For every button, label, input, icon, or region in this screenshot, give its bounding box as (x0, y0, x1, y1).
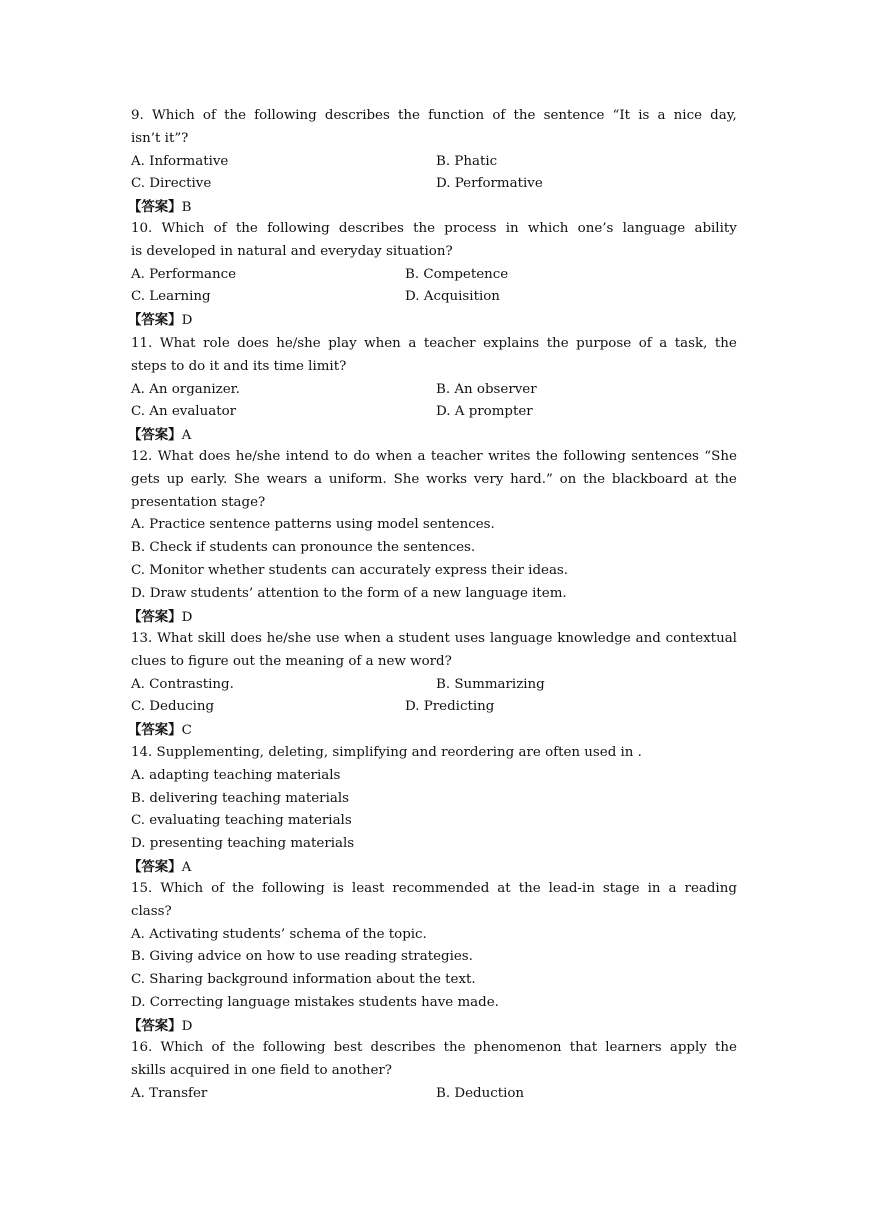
question-text-line (131, 1037, 737, 1060)
option-row (131, 810, 737, 833)
word: of (202, 108, 216, 123)
word: the (714, 471, 737, 487)
word: uniform. (328, 471, 387, 487)
word: the (583, 471, 606, 487)
word: recommended (392, 881, 490, 896)
word: “It (612, 108, 631, 123)
word: intend (285, 449, 330, 464)
answer-line (128, 309, 737, 332)
question-text-line: is developed in natural and everyday situation? (131, 243, 453, 259)
word: best (333, 1040, 363, 1055)
option-b: B. Giving advice on how to use reading strategies. (131, 949, 473, 965)
word: of (211, 881, 225, 896)
option-row (131, 560, 737, 583)
word: he/she (266, 631, 312, 646)
question-text-line (131, 446, 737, 469)
option-a: A. Transfer (131, 1085, 208, 1101)
word: Which (160, 881, 204, 896)
option-a: A. Contrasting. (131, 676, 234, 692)
answer-line (128, 856, 737, 879)
word: nice (673, 108, 703, 123)
word: writes (488, 449, 531, 464)
word: early. (190, 471, 228, 487)
word: the (398, 108, 420, 123)
option-row (131, 992, 737, 1015)
answer-value: D (181, 1018, 193, 1034)
word: when (344, 631, 381, 646)
option-b: B. Phatic (436, 153, 498, 169)
word: which (527, 221, 569, 236)
word: following (563, 449, 626, 464)
word: following (262, 881, 325, 896)
word: one’s (577, 221, 614, 236)
word: that (569, 1040, 598, 1055)
word: apply (669, 1040, 707, 1055)
word: to (334, 449, 348, 464)
word: following (262, 1040, 326, 1055)
option-c: C. Deducing (131, 699, 215, 715)
word: and (635, 631, 661, 646)
answer-line (128, 196, 737, 219)
option-c: C. Directive (131, 176, 212, 192)
answer-label: 【答案】 (128, 722, 182, 739)
word: of (638, 336, 652, 351)
word: hard.” (510, 471, 553, 487)
word: does (198, 449, 231, 464)
option-row (131, 286, 737, 309)
word: She (234, 471, 260, 487)
word: Which (161, 221, 205, 236)
word: he/she (235, 449, 281, 464)
word: a (659, 336, 668, 351)
answer-label: 【答案】 (128, 858, 182, 875)
word: skill (197, 631, 226, 646)
option-row (131, 379, 737, 402)
word: the (413, 221, 436, 236)
option-row (131, 765, 737, 788)
option-row (131, 151, 737, 174)
word: knowledge (557, 631, 631, 646)
option-d: D. Performative (436, 176, 543, 192)
word: 9. (131, 108, 144, 123)
option-d: D. Draw students’ attention to the form of a new language item. (131, 585, 567, 601)
question-10 (128, 218, 737, 332)
option-c: C. Sharing background information about the text. (131, 972, 476, 988)
answer-label: 【答案】 (128, 1017, 182, 1034)
option-row (131, 264, 737, 287)
word: teacher (430, 449, 483, 464)
option-d: D. presenting teaching materials (131, 836, 355, 852)
word: the (232, 1040, 255, 1055)
question-text-line: skills acquired in one field to another? (131, 1062, 392, 1078)
option-row (131, 696, 737, 719)
word: least (351, 881, 385, 896)
option-row (131, 537, 737, 560)
word: stage (602, 881, 640, 896)
word: he/she (276, 336, 321, 351)
word: is (332, 881, 344, 896)
option-c: C. Monitor whether students can accurately express their ideas. (131, 562, 569, 578)
answer-label: 【答案】 (128, 312, 182, 329)
word: What (157, 449, 194, 464)
word: phenomenon (473, 1040, 562, 1055)
option-row (131, 514, 737, 537)
word: 16. (131, 1040, 153, 1055)
word: 12. (131, 449, 153, 464)
option-row (131, 401, 737, 424)
question-13 (128, 628, 737, 742)
word: explains (483, 336, 540, 351)
word: do (353, 449, 371, 464)
word: does (237, 336, 269, 351)
word: Which (160, 1040, 204, 1055)
answer-label: 【答案】 (128, 199, 182, 216)
option-b: B. An observer (436, 381, 537, 397)
word: language (489, 631, 553, 646)
option-row (131, 173, 737, 196)
word: the (513, 108, 536, 123)
answer-value: D (181, 609, 193, 625)
word: following (254, 108, 317, 123)
word: function (428, 108, 485, 123)
word: wears (266, 471, 308, 487)
word: the (535, 449, 558, 464)
answer-label: 【答案】 (128, 427, 182, 444)
word: of (213, 221, 227, 236)
answer-value: B (181, 200, 192, 216)
word: Which (151, 108, 195, 123)
word: What (159, 336, 196, 351)
word: 15. (131, 881, 153, 896)
option-a: A. Performance (131, 266, 237, 282)
option-row (131, 969, 737, 992)
word: play (328, 336, 357, 351)
word: following (267, 221, 330, 236)
option-row (131, 924, 737, 947)
word: 10. (131, 221, 153, 236)
question-16 (131, 1037, 737, 1105)
word: a (668, 881, 677, 896)
word: a (657, 108, 666, 123)
option-d: D. A prompter (436, 404, 533, 420)
word: on (559, 471, 577, 487)
word: task, (674, 336, 708, 351)
word: the (235, 221, 258, 236)
word: very (473, 471, 504, 487)
word: sentence (543, 108, 605, 123)
option-b: B. Check if students can pronounce the sentences. (131, 540, 476, 556)
answer-label: 【答案】 (128, 608, 182, 625)
word: a (408, 336, 417, 351)
word: What (157, 631, 193, 646)
question-text-line: clues to figure out the meaning of a new word? (131, 653, 452, 669)
answer-value: A (181, 428, 192, 444)
word: process (444, 221, 497, 236)
word: of (211, 1040, 225, 1055)
word: describes (338, 221, 404, 236)
word: describes (370, 1040, 436, 1055)
word: a (314, 471, 323, 487)
question-text-line: presentation stage? (131, 494, 266, 510)
option-b: B. Competence (405, 266, 509, 282)
word: language (622, 221, 686, 236)
word: learners (605, 1040, 662, 1055)
word: teacher (423, 336, 476, 351)
option-d: D. Predicting (405, 699, 495, 715)
option-row (131, 946, 737, 969)
option-row (131, 788, 737, 811)
question-text-line (131, 628, 737, 651)
word: 13. (131, 631, 153, 646)
word: is (638, 108, 650, 123)
word: role (203, 336, 230, 351)
word: reading (684, 881, 737, 896)
word: 11. (131, 336, 153, 351)
word: contextual (665, 631, 737, 646)
question-text-line (131, 218, 737, 241)
question-text-line: 14. Supplementing, deleting, simplifying and reordering are often used in . (131, 745, 642, 760)
answer-value: A (181, 859, 192, 875)
word: a (385, 631, 394, 646)
question-12 (128, 446, 737, 628)
answer-line (128, 719, 737, 742)
word: in (647, 881, 661, 896)
option-a: A. adapting teaching materials (131, 767, 341, 783)
word: “She (704, 449, 737, 464)
answer-line (128, 1015, 737, 1038)
option-row (131, 833, 737, 856)
word: uses (454, 631, 486, 646)
word: when (375, 449, 413, 464)
word: up (166, 471, 184, 487)
word: at (497, 881, 511, 896)
answer-value: C (181, 723, 192, 739)
word: the (232, 881, 255, 896)
word: use (315, 631, 340, 646)
option-row (131, 1083, 737, 1106)
question-11 (128, 333, 737, 447)
option-a: A. Informative (131, 153, 229, 169)
question-text-line (131, 878, 737, 901)
question-9 (128, 105, 737, 219)
answer-value: D (181, 313, 193, 329)
option-c: C. An evaluator (131, 404, 237, 420)
option-row (131, 583, 737, 606)
word: day, (710, 108, 737, 123)
word: ability (694, 221, 737, 236)
word: blackboard (611, 471, 688, 487)
question-text-line (131, 469, 737, 492)
question-text-line: steps to do it and its time limit? (131, 358, 347, 374)
word: when (364, 336, 401, 351)
word: the (518, 881, 541, 896)
question-text-line (131, 105, 737, 128)
option-b: B. delivering teaching materials (131, 790, 349, 806)
word: purpose (576, 336, 632, 351)
option-a: A. An organizer. (131, 381, 240, 397)
answer-line (128, 606, 737, 629)
option-row (131, 674, 737, 697)
answer-line (128, 424, 737, 447)
word: sentences (631, 449, 699, 464)
word: describes (324, 108, 390, 123)
word: the (546, 336, 569, 351)
option-b: B. Summarizing (436, 676, 545, 692)
word: a (417, 449, 426, 464)
word: She (393, 471, 420, 487)
option-b: B. Deduction (436, 1085, 525, 1101)
word: the (443, 1040, 466, 1055)
word: works (426, 471, 468, 487)
option-d: D. Correcting language mistakes students have made. (131, 994, 499, 1010)
question-15 (128, 878, 737, 1038)
word: the (224, 108, 247, 123)
option-c: C. evaluating teaching materials (131, 813, 352, 829)
question-14 (128, 742, 737, 879)
option-a: A. Practice sentence patterns using model sentences. (131, 517, 495, 533)
word: the (715, 1040, 737, 1055)
question-text-line: isn’t it”? (131, 130, 189, 146)
word: lead-in (548, 881, 595, 896)
word: does (230, 631, 262, 646)
option-d: D. Acquisition (405, 289, 500, 305)
word: in (505, 221, 519, 236)
question-text-line: class? (131, 903, 172, 919)
word: of (492, 108, 506, 123)
word: student (398, 631, 450, 646)
word: gets (131, 471, 160, 487)
word: at (694, 471, 709, 487)
option-a: A. Activating students’ schema of the topic. (131, 926, 427, 942)
word: the (714, 336, 737, 351)
option-c: C. Learning (131, 289, 211, 305)
question-text-line (131, 333, 737, 356)
